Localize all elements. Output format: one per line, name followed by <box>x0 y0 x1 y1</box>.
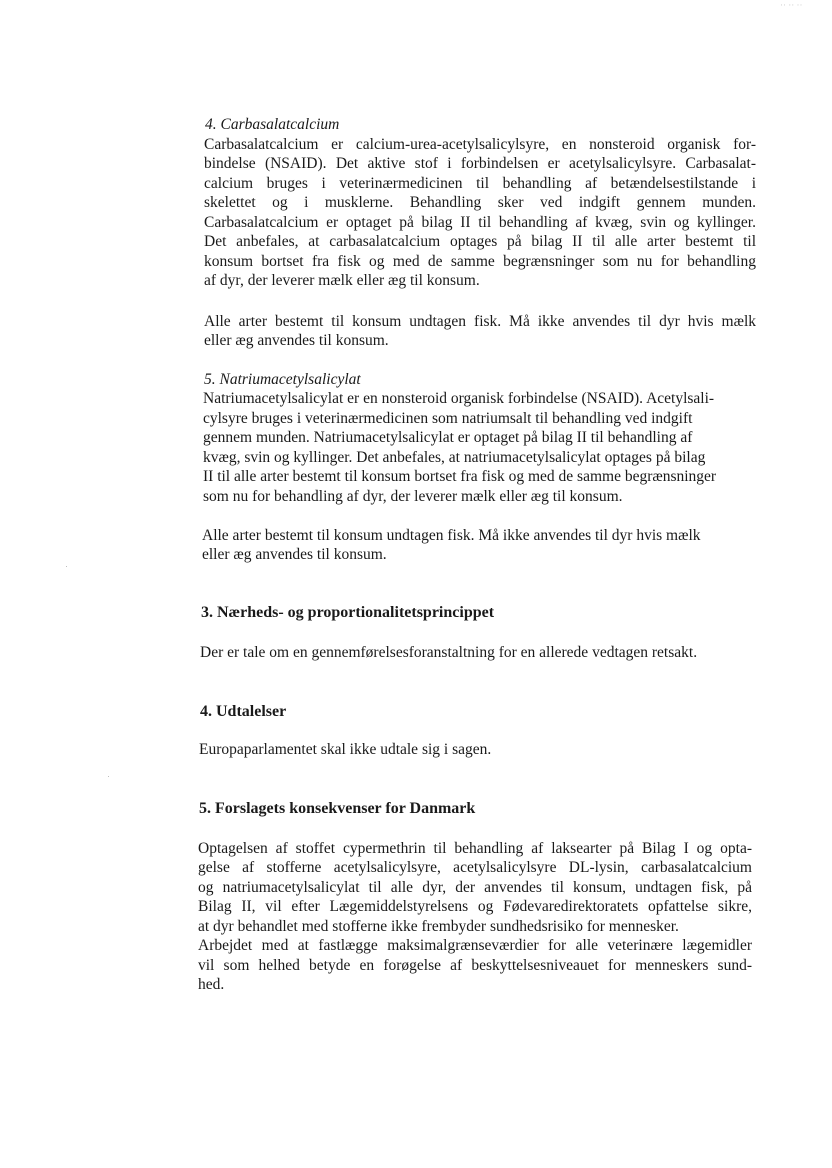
paragraph-line: og natriumacetylsalicylat til alle dyr, der anvendes til konsum, undtagen fisk, på <box>198 879 752 896</box>
paragraph-line: Alle arter bestemt til konsum undtagen fisk. Må ikke anvendes til dyr hvis mælk <box>202 527 701 544</box>
scan-speck <box>108 776 109 777</box>
paragraph-line: Arbejdet med at fastlægge maksimalgrænseværdier for alle veterinære lægemidler <box>198 937 752 954</box>
paragraph-line: Bilag II, vil efter Lægemiddelstyrelsens og Fødevaredirektoratets opfattelse sikre, <box>198 898 752 915</box>
section-heading-udtalelser: 4. Udtalelser <box>200 703 287 720</box>
paragraph-line: eller æg anvendes til konsum. <box>202 546 387 563</box>
paragraph-line: II til alle arter bestemt til konsum bortset fra fisk og med de samme begrænsninger <box>203 468 717 485</box>
section-heading-konsekvenser: 5. Forslagets konsekvenser for Danmark <box>199 800 476 817</box>
paragraph-line: at dyr behandlet med stofferne ikke frembyder sundhedsrisiko for mennesker. <box>198 918 679 935</box>
paragraph-line: calcium bruges i veterinærmedicinen til behandling af betændelsestilstande i <box>204 175 756 192</box>
header-mark: ·· ·· ·· <box>780 0 803 10</box>
paragraph-line: Det anbefales, at carbasalatcalcium optages på bilag II til alle arter bestemt til <box>204 233 756 250</box>
paragraph-line: Europaparlamentet skal ikke udtale sig i sagen. <box>199 741 492 758</box>
paragraph-line: som nu for behandling af dyr, der leverer mælk eller æg til konsum. <box>203 488 623 505</box>
paragraph-line: Alle arter bestemt til konsum undtagen fisk. Må ikke anvendes til dyr hvis mælk <box>204 313 756 330</box>
paragraph-line: Der er tale om en gennemførelsesforanstaltning for en allerede vedtagen retsakt. <box>200 644 698 661</box>
paragraph-line: Optagelsen af stoffet cypermethrin til behandling af laksearter på Bilag I og opta- <box>198 840 752 857</box>
paragraph-line: af dyr, der leverer mælk eller æg til konsum. <box>204 272 480 289</box>
paragraph-line: konsum bortset fra fisk og med de samme begrænsninger som nu for behandling <box>204 253 756 270</box>
scan-speck <box>66 566 67 567</box>
paragraph-line: Natriumacetylsalicylat er en nonsteroid organisk forbindelse (NSAID). Acetylsali- <box>203 390 715 407</box>
item-heading-carbasalatcalcium: 4. Carbasalatcalcium <box>205 116 340 133</box>
paragraph-line: gennem munden. Natriumacetylsalicylat er optaget på bilag II til behandling af <box>203 429 693 446</box>
paragraph-line: Carbasalatcalcium er calcium-urea-acetylsalicylsyre, en nonsteroid organisk for- <box>204 136 756 153</box>
paragraph-line: gelse af stofferne acetylsalicylsyre, acetylsalicylsyre DL-lysin, carbasalatcalcium <box>198 859 752 876</box>
paragraph-line: Carbasalatcalcium er optaget på bilag II til behandling af kvæg, svin og kyllinger. <box>204 214 756 231</box>
paragraph-line: vil som helhed betyde en forøgelse af beskyttelsesniveauet for menneskers sund- <box>198 957 752 974</box>
paragraph-line: cylsyre bruges i veterinærmedicinen som natriumsalt til behandling ved indgift <box>203 410 693 427</box>
paragraph-line: kvæg, svin og kyllinger. Det anbefales, at natriumacetylsalicylat optages på bilag <box>203 449 706 466</box>
item-heading-natriumacetylsalicylat: 5. Natriumacetylsalicylat <box>204 371 361 388</box>
paragraph-line: bindelse (NSAID). Det aktive stof i forbindelsen er acetylsalicylsyre. Carbasalat- <box>204 155 756 172</box>
section-heading-naerheds: 3. Nærheds- og proportionalitetsprincippet <box>201 604 495 621</box>
paragraph-line: skelettet og i musklerne. Behandling sker ved indgift gennem munden. <box>204 194 756 211</box>
paragraph-line: eller æg anvendes til konsum. <box>204 332 389 349</box>
paragraph-line: hed. <box>198 976 225 993</box>
